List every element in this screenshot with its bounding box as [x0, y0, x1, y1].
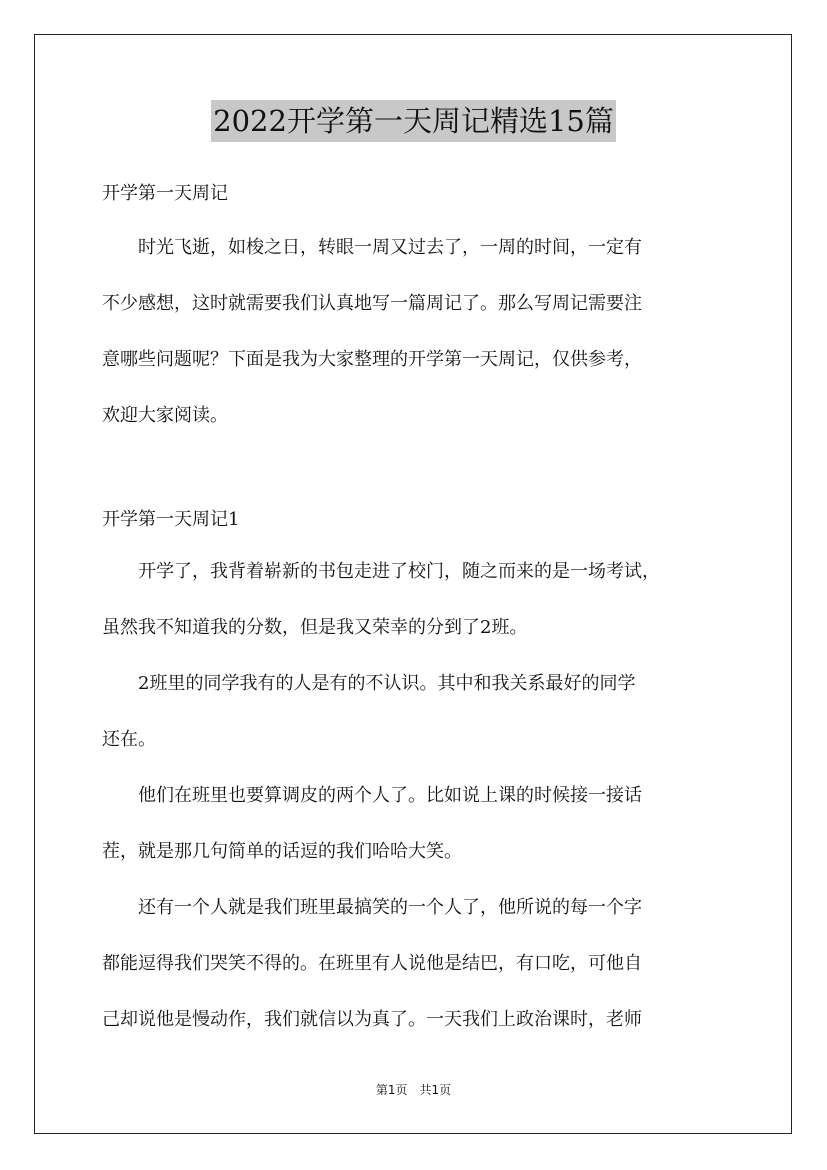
- intro-line: 时光飞逝，如梭之日，转眼一周又过去了，一周的时间，一定有: [102, 237, 642, 258]
- body-line: 虽然我不知道我的分数，但是我又荣幸的分到了2班。: [102, 617, 528, 638]
- section1-body: [102, 544, 732, 1048]
- intro-line: 不少感想，这时就需要我们认真地写一篇周记了。那么写周记需要注: [102, 293, 642, 314]
- intro-heading: 开学第一天周记: [102, 183, 228, 204]
- title-container: [0, 100, 827, 142]
- body-line: 还有一个人就是我们班里最搞笑的一个人了，他所说的每一个字: [102, 897, 642, 918]
- body-line: 还在。: [102, 729, 156, 750]
- body-line: 开学了，我背着崭新的书包走进了校门，随之而来的是一场考试，: [102, 561, 660, 582]
- body-line: 他们在班里也要算调皮的两个人了。比如说上课的时候接一接话: [102, 785, 642, 806]
- body-line: 2班里的同学我有的人是有的不认识。其中和我关系最好的同学: [102, 673, 636, 694]
- intro-line: 欢迎大家阅读。: [102, 405, 228, 426]
- body-line: 都能逗得我们哭笑不得的。在班里有人说他是结巴，有口吃，可他自: [102, 953, 642, 974]
- section1-heading: 开学第一天周记1: [102, 509, 240, 530]
- body-line: 己却说他是慢动作，我们就信以为真了。一天我们上政治课时，老师: [102, 1009, 642, 1030]
- document-title: 2022开学第一天周记精选15篇: [211, 100, 616, 142]
- intro-line: 意哪些问题呢？下面是我为大家整理的开学第一天周记，仅供参考，: [102, 349, 642, 370]
- intro-paragraph: [102, 220, 732, 444]
- page-footer: 第1页 共1页: [375, 1083, 452, 1097]
- body-line: 茬，就是那几句简单的话逗的我们哈哈大笑。: [102, 841, 462, 862]
